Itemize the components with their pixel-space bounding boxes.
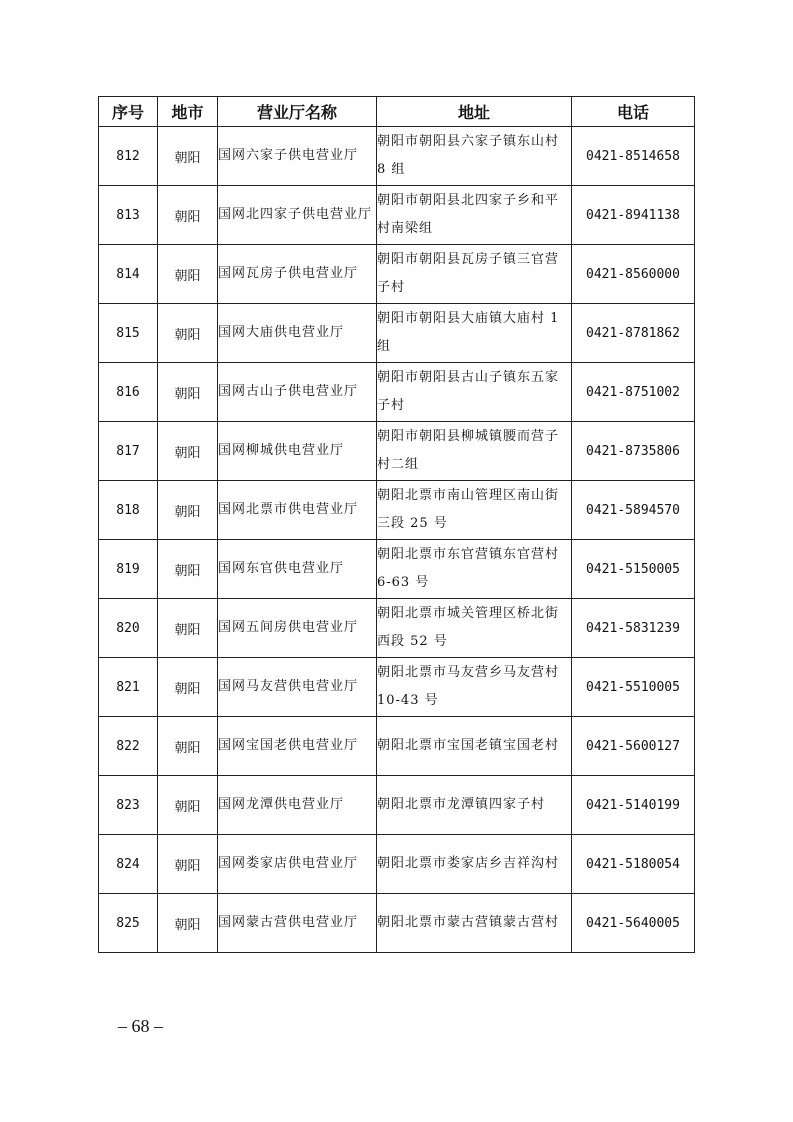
cell-serial-number: 812 — [99, 127, 158, 186]
cell-phone: 0421-5640005 — [572, 894, 695, 953]
table-row — [99, 599, 695, 658]
header-hall-name: 营业厅名称 — [218, 97, 377, 127]
table-row — [99, 658, 695, 717]
cell-phone: 0421-5140199 — [572, 776, 695, 835]
cell-phone: 0421-8781862 — [572, 304, 695, 363]
cell-phone: 0421-8751002 — [572, 363, 695, 422]
cell-serial-number: 823 — [99, 776, 158, 835]
header-address: 地址 — [377, 97, 572, 127]
cell-serial-number: 818 — [99, 481, 158, 540]
cell-city: 朝阳 — [158, 481, 218, 540]
cell-hall-name: 国网娄家店供电营业厅 — [218, 835, 377, 894]
cell-phone: 0421-8941138 — [572, 186, 695, 245]
cell-serial-number: 816 — [99, 363, 158, 422]
cell-hall-name: 国网宝国老供电营业厅 — [218, 717, 377, 776]
cell-city: 朝阳 — [158, 717, 218, 776]
header-city: 地市 — [158, 97, 218, 127]
cell-serial-number: 817 — [99, 422, 158, 481]
cell-address: 朝阳市朝阳县古山子镇东五家子村 — [377, 363, 572, 422]
cell-address: 朝阳北票市马友营乡马友营村 10-43 号 — [377, 658, 572, 717]
cell-address: 朝阳市朝阳县大庙镇大庙村 1 组 — [377, 304, 572, 363]
cell-phone: 0421-5831239 — [572, 599, 695, 658]
header-phone: 电话 — [572, 97, 695, 127]
table-row — [99, 186, 695, 245]
table-row — [99, 363, 695, 422]
table-row — [99, 717, 695, 776]
cell-hall-name: 国网东官供电营业厅 — [218, 540, 377, 599]
table-row — [99, 245, 695, 304]
cell-city: 朝阳 — [158, 186, 218, 245]
table-row — [99, 894, 695, 953]
cell-hall-name: 国网北四家子供电营业厅 — [218, 186, 377, 245]
cell-city: 朝阳 — [158, 304, 218, 363]
cell-hall-name: 国网五间房供电营业厅 — [218, 599, 377, 658]
cell-address: 朝阳北票市龙潭镇四家子村 — [377, 776, 572, 835]
cell-city: 朝阳 — [158, 835, 218, 894]
service-hall-table — [98, 96, 695, 953]
cell-address: 朝阳北票市蒙古营镇蒙古营村 — [377, 894, 572, 953]
table-row — [99, 540, 695, 599]
cell-city: 朝阳 — [158, 363, 218, 422]
cell-address: 朝阳北票市娄家店乡吉祥沟村 — [377, 835, 572, 894]
cell-hall-name: 国网柳城供电营业厅 — [218, 422, 377, 481]
cell-phone: 0421-8735806 — [572, 422, 695, 481]
page-number: – 68 – — [118, 1016, 163, 1036]
cell-city: 朝阳 — [158, 422, 218, 481]
cell-serial-number: 815 — [99, 304, 158, 363]
cell-hall-name: 国网六家子供电营业厅 — [218, 127, 377, 186]
cell-hall-name: 国网大庙供电营业厅 — [218, 304, 377, 363]
cell-serial-number: 813 — [99, 186, 158, 245]
cell-hall-name: 国网龙潭供电营业厅 — [218, 776, 377, 835]
cell-city: 朝阳 — [158, 658, 218, 717]
cell-address: 朝阳市朝阳县北四家子乡和平村南梁组 — [377, 186, 572, 245]
cell-phone: 0421-8560000 — [572, 245, 695, 304]
table-header-row — [99, 97, 695, 127]
cell-address: 朝阳北票市城关管理区桥北街西段 52 号 — [377, 599, 572, 658]
table-row — [99, 481, 695, 540]
cell-serial-number: 819 — [99, 540, 158, 599]
table-row — [99, 835, 695, 894]
table-row — [99, 127, 695, 186]
cell-hall-name: 国网瓦房子供电营业厅 — [218, 245, 377, 304]
table-row — [99, 776, 695, 835]
table-row — [99, 304, 695, 363]
cell-address: 朝阳市朝阳县六家子镇东山村 8 组 — [377, 127, 572, 186]
cell-hall-name: 国网古山子供电营业厅 — [218, 363, 377, 422]
cell-city: 朝阳 — [158, 245, 218, 304]
cell-serial-number: 825 — [99, 894, 158, 953]
cell-phone: 0421-5510005 — [572, 658, 695, 717]
table-row — [99, 422, 695, 481]
cell-city: 朝阳 — [158, 127, 218, 186]
cell-city: 朝阳 — [158, 894, 218, 953]
cell-hall-name: 国网北票市供电营业厅 — [218, 481, 377, 540]
header-serial-number: 序号 — [99, 97, 158, 127]
cell-city: 朝阳 — [158, 599, 218, 658]
cell-address: 朝阳市朝阳县柳城镇腰而营子村二组 — [377, 422, 572, 481]
cell-address: 朝阳北票市东官营镇东官营村 6-63 号 — [377, 540, 572, 599]
cell-phone: 0421-5180054 — [572, 835, 695, 894]
cell-phone: 0421-5150005 — [572, 540, 695, 599]
cell-city: 朝阳 — [158, 776, 218, 835]
cell-serial-number: 822 — [99, 717, 158, 776]
cell-serial-number: 824 — [99, 835, 158, 894]
cell-phone: 0421-8514658 — [572, 127, 695, 186]
cell-phone: 0421-5894570 — [572, 481, 695, 540]
cell-address: 朝阳北票市南山管理区南山街三段 25 号 — [377, 481, 572, 540]
cell-hall-name: 国网马友营供电营业厅 — [218, 658, 377, 717]
cell-phone: 0421-5600127 — [572, 717, 695, 776]
cell-address: 朝阳北票市宝国老镇宝国老村 — [377, 717, 572, 776]
cell-hall-name: 国网蒙古营供电营业厅 — [218, 894, 377, 953]
cell-address: 朝阳市朝阳县瓦房子镇三官营子村 — [377, 245, 572, 304]
cell-serial-number: 814 — [99, 245, 158, 304]
cell-city: 朝阳 — [158, 540, 218, 599]
cell-serial-number: 820 — [99, 599, 158, 658]
cell-serial-number: 821 — [99, 658, 158, 717]
